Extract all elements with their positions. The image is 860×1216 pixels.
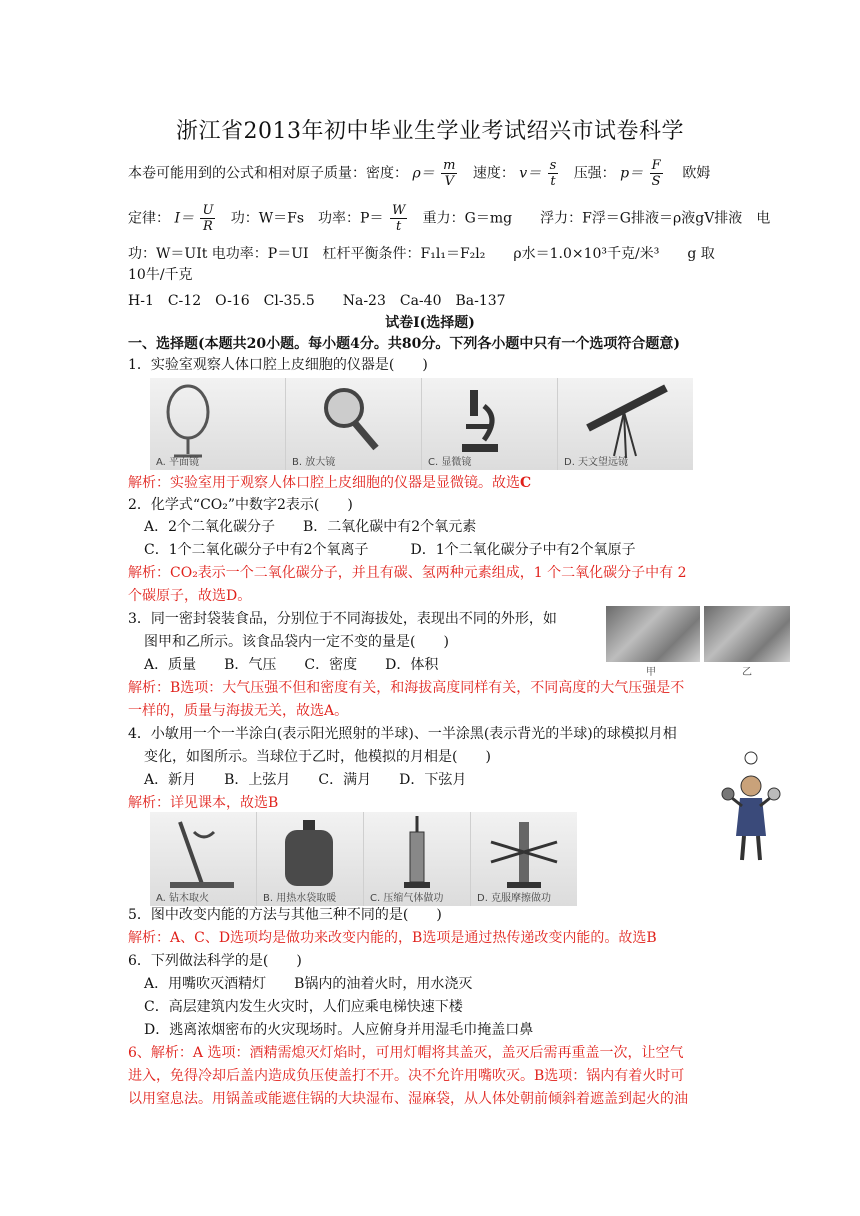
density-fraction <box>441 158 457 189</box>
formula-line-1 <box>128 158 710 189</box>
q3-options: A．质量 B．气压 C．密度 D．体积 <box>144 657 439 673</box>
current-denominator: R <box>203 219 213 234</box>
q1-figure-strip <box>150 378 690 470</box>
work-formula: 功：W＝Fs 功率：P＝ <box>230 210 384 227</box>
pressure-label: 压强： <box>573 165 616 182</box>
q3-analysis-line-2: 一样的，质量与海拔无关，故选A。 <box>128 703 349 719</box>
formula-line-3: 功：W＝UIt 电功率：P＝UI 杠杆平衡条件：F₁l₁＝F₂l₂ ρ水＝1.0×10³千克/米³ g 取 <box>128 246 715 262</box>
moon-phase-figure <box>718 750 784 866</box>
pressure-fraction <box>650 158 663 189</box>
q2-analysis-line-1: 解析：CO₂表示一个二氧化碳分子，并且有碳、氢两种元素组成，1 个二氧化碳分子中有 2 <box>128 565 687 581</box>
speed-symbol: v＝ <box>519 165 542 182</box>
q1-analysis-text: 解析：实验室用于观察人体口腔上皮细胞的仪器是显微镜。故选 <box>128 475 520 491</box>
q2-options-line-1: A．2个二氧化碳分子 B．二氧化碳中有2个氧元素 <box>144 519 477 535</box>
pressure-numerator: F <box>651 158 661 173</box>
gravity-formula: 重力：G＝mg 浮力：F <box>422 210 592 227</box>
q6-analysis-line-2: 进入，免得冷却后盖内造成负压使盖打不开。决不允许用嘴吹灭。B选项：锅内有着火时可 <box>128 1068 685 1084</box>
question-4-line-2: 变化，如图所示。当球位于乙时，他模拟的月相是( ) <box>144 749 491 765</box>
question-3-line-2: 图甲和乙所示。该食品袋内一定不变的量是( ) <box>144 634 449 650</box>
q5-analysis: 解析：A、C、D选项均是做功来改变内能的，B选项是通过热传递改变内能的。故选B <box>128 930 657 946</box>
q1-analysis <box>128 472 531 494</box>
density-numerator: m <box>443 158 456 173</box>
q4-options: A．新月 B．上弦月 C．满月 D．下弦月 <box>144 772 467 788</box>
power-denominator: t <box>396 219 402 234</box>
formula-line-2 <box>128 203 770 234</box>
q1-answer: C <box>520 475 532 491</box>
q5-option-d: D. 克服摩擦做功 <box>477 893 552 904</box>
current-fraction <box>200 203 215 234</box>
formula-line-4: 10牛/千克 <box>128 267 193 283</box>
question-5: 5．图中改变内能的方法与其他三种不同的是( ) <box>128 907 442 923</box>
q3-photo-label-yi: 乙 <box>742 667 752 678</box>
question-6: 6．下列做法科学的是( ) <box>128 953 302 969</box>
q2-analysis-line-2: 个碳原子，故选D。 <box>128 588 252 604</box>
speed-numerator: s <box>549 158 557 173</box>
q6-analysis-line-3: 以用窒息法。用锅盖或能遮住锅的大块湿布、湿麻袋，从人体处朝前倾斜着遮盖到起火的油 <box>128 1091 688 1107</box>
page-title: 浙江省2013年初中毕业生学业考试绍兴市试卷科学 <box>176 119 684 144</box>
speed-fraction <box>548 158 559 189</box>
power-numerator: W <box>391 203 406 218</box>
q3-photo-label-jia: 甲 <box>646 667 656 678</box>
q5-option-c: C. 压缩气体做功 <box>370 893 444 904</box>
q1-figure-a <box>150 378 286 470</box>
density-symbol: ρ＝ <box>412 165 435 182</box>
q6-option-a: A．用嘴吹灭酒精灯 B锅内的油着火时，用水浇灭 <box>144 976 473 992</box>
law-label: 定律： <box>128 210 170 227</box>
section-description: 一、选择题(本题共20小题。每小题4分。共80分。下列各小题中只有一个选项符合题意) <box>128 336 680 352</box>
atomic-masses: H-1 C-12 O-16 Cl-35.5 Na-23 Ca-40 Ba-137 <box>128 293 506 309</box>
q5-option-a: A. 钻木取火 <box>156 893 210 904</box>
buoyancy-formula: 浮＝G排液＝ρ液gV排液 电 <box>591 210 771 227</box>
q1-figure-b <box>286 378 422 470</box>
q5-figure-b <box>257 812 364 906</box>
q4-analysis: 解析：详见课本，故选B <box>128 795 279 811</box>
q1-option-c: C. 显微镜 <box>428 457 472 468</box>
speed-denominator: t <box>550 174 556 189</box>
q3-photo-jia <box>606 606 700 678</box>
question-2: 2．化学式“CO₂”中数字2表示( ) <box>128 497 353 513</box>
current-symbol: I＝ <box>174 210 194 227</box>
pressure-symbol: p＝ <box>620 165 644 182</box>
question-3-line-1: 3．同一密封袋装食品，分别位于不同海拔处，表现出不同的外形，如 <box>128 611 557 627</box>
q6-option-d: D．逃离浓烟密布的火灾现场时。人应俯身并用湿毛巾掩盖口鼻 <box>144 1022 534 1038</box>
density-denominator: V <box>444 174 454 189</box>
ohm-label: 欧姆 <box>682 165 711 182</box>
section-title: 试卷Ⅰ(选择题) <box>385 315 475 331</box>
q5-figure-c <box>364 812 471 906</box>
q1-option-a: A. 平面镜 <box>156 457 200 468</box>
q5-figure-a <box>150 812 257 906</box>
intro-text: 本卷可能用到的公式和相对原子质量：密度： <box>128 165 408 182</box>
question-1: 1．实验室观察人体口腔上皮细胞的仪器是( ) <box>128 357 428 373</box>
q3-analysis-line-1: 解析：B选项：大气压强不但和密度有关，和海拔高度同样有关，不同高度的大气压强是不 <box>128 680 685 696</box>
q3-photo-yi <box>704 606 790 678</box>
current-numerator: U <box>202 203 214 218</box>
q2-options-line-2: C．1个二氧化碳分子中有2个氧离子 D．1个二氧化碳分子中有2个氧原子 <box>144 542 636 558</box>
question-4-line-1: 4．小敏用一个一半涂白(表示阳光照射的半球)、一半涂黑(表示背光的半球)的球模拟月相 <box>128 726 677 742</box>
q5-option-b: B. 用热水袋取暖 <box>263 893 337 904</box>
q5-figure-d <box>471 812 577 906</box>
speed-label: 速度： <box>472 165 515 182</box>
q1-figure-c <box>422 378 558 470</box>
q6-analysis-line-1: 6、解析：A 选项：酒精需熄灭灯焰时，可用灯帽将其盖灭，盖灭后需再重盖一次，让空气 <box>128 1045 684 1061</box>
q1-option-b: B. 放大镜 <box>292 457 336 468</box>
q1-figure-d <box>558 378 693 470</box>
q1-option-d: D. 天文望远镜 <box>564 457 629 468</box>
pressure-denominator: S <box>651 174 661 189</box>
power-fraction <box>390 203 407 234</box>
q6-option-c: C．高层建筑内发生火灾时，人们应乘电梯快速下楼 <box>144 999 463 1015</box>
q5-figure-strip <box>150 812 574 906</box>
